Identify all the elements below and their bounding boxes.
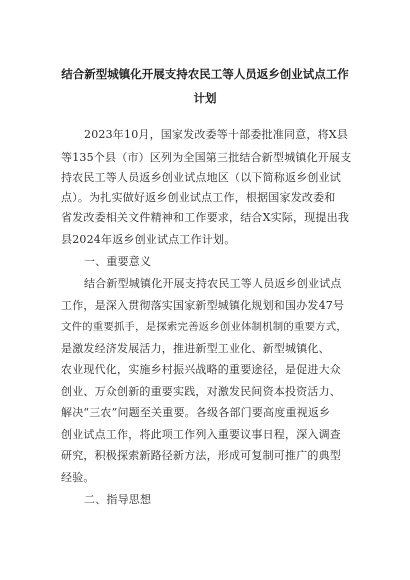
- paragraph-line: 县2024年返乡创业试点工作计划。: [61, 233, 236, 246]
- paragraph-line: 解决“三农”问题至关重要。各级各部门要高度重视返乡: [61, 406, 331, 419]
- section-heading: 二、指导思想: [84, 493, 152, 506]
- paragraph-line: 创业试点工作，将此项工作列入重要议事日程，深入调查: [61, 428, 341, 441]
- document-title-line-2: 计划: [193, 91, 217, 105]
- paragraph-line: 结合新型城镇化开展支持农民工等人员返乡创业试点: [84, 277, 342, 290]
- paragraph-line: 2023年10月，国家发改委等十部委批准同意，将X县: [84, 128, 349, 141]
- document-title-line-1: 结合新型城镇化开展支持农民工等人员返乡创业试点工作: [61, 67, 349, 81]
- paragraph-line: 是激发经济发展活力，推进新型工业化、新型城镇化、: [61, 342, 330, 355]
- paragraph-line: 文件的重要抓手，是探索完善返乡创业体制机制的重要方式，: [61, 321, 347, 333]
- paragraph-line: 创业、万众创新的重要实践，对激发民间资本投资活力、: [61, 385, 341, 398]
- paragraph-line: 等135个县（市）区列为全国第三批结合新型城镇化开展支: [61, 151, 352, 164]
- paragraph-line: 工作，是深入贯彻落实国家新型城镇化规划和国办发47号: [61, 299, 345, 312]
- paragraph-line: 点）。为扎实做好返乡创业试点工作，根据国家发改委和: [61, 191, 336, 204]
- paragraph-line: 经验。: [61, 471, 95, 484]
- paragraph-line: 持农民工等人员返乡创业试点地区（以下简称返乡创业试: [61, 171, 341, 184]
- paragraph-line: 农业现代化，实施乡村振兴战略的重要途径，是促进大众: [61, 363, 341, 376]
- paragraph-line: 研究，积极探索新路径新方法，形成可复制可推广的典型: [61, 449, 341, 462]
- paragraph-line: 省发改委相关文件精神和工作要求，结合X实际，现提出我: [61, 211, 350, 224]
- section-heading: 一、重要意义: [84, 255, 152, 268]
